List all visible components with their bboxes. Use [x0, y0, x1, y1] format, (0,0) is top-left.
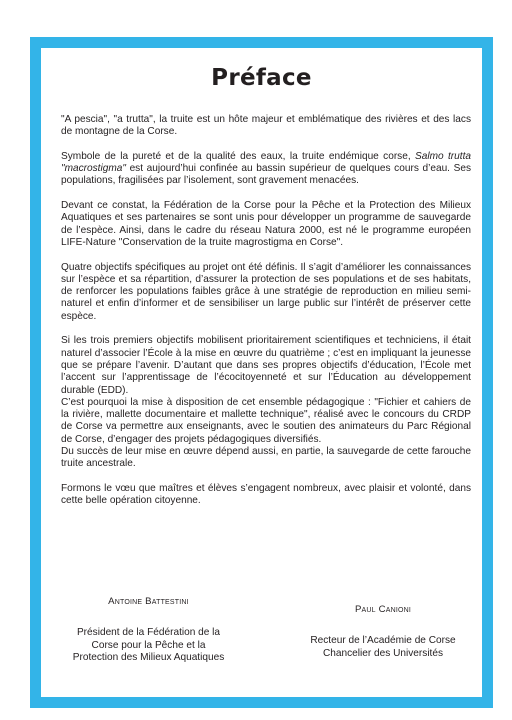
paragraph-6: C’est pourquoi la mise à disposition de cet ensemble pédagogique : "Fichier et cahiers de la rivière, mallette documentaire et mallette technique", réalisé avec le concours du CRDP de Corse va permettre aux enseignants, avec le soutien des animateurs du Parc Régional de Corse, d’engager des projets pédagogiques diversifiés. [61, 396, 471, 445]
signatory-role: Recteur de l’Académie de Corse Chancelier des Universités [310, 635, 456, 659]
signatory-role: Président de la Fédération de la Corse pour la Pêche et la Protection des Milieux Aquatiques [72, 627, 225, 663]
paragraph-7: Du succès de leur mise en œuvre dépend aussi, en partie, la sauvegarde de cette farouche truite ancestrale. [61, 446, 471, 470]
paragraph-2-end: est aujourd’hui confinée au bassin supérieur de quelques cours d’eau. Ses populations, fragilisées par l’isolement, sont gravement menacées. [61, 163, 471, 187]
paragraph-5: Si les trois premiers objectifs mobilisent prioritairement scientifiques et techniciens, il était naturel d’associer l’École à la mise en œuvre du quatrième ; c’est en impliquant la jeunesse que se prépare l’avenir. D’autant que dans ses propres objectifs d’éducation, l’École met l’accent sur l’apprentissage de l’écocitoyenneté et sur l’Éducation au développement durable (EDD). [61, 335, 471, 396]
paragraph-2-start: Symbole de la pureté et de la qualité des eaux, la truite endémique corse, [61, 150, 416, 162]
signature-left [71, 596, 226, 664]
paragraph-1: "A pescia", "a trutta", la truite est un hôte majeur et emblématique des rivières et des lacs de montagne de la Corse. [61, 114, 471, 138]
paragraph-8: Formons le vœu que maîtres et élèves s’engagent nombreux, avec plaisir et volonté, dans cette belle opération citoyenne. [61, 482, 471, 507]
species-name: Salmo trutta "macrostigma" [61, 150, 471, 175]
signature-right [289, 604, 477, 660]
signatory-name: Paul Canioni [354, 604, 412, 615]
paragraph-3: Devant ce constat, la Fédération de la Corse pour la Pêche et la Protection des Milieux Aquatiques et ses partenaires se sont unis pour développer un programme de sauvegarde de l’espèce. Ainsi, dans le cadre du réseau Natura 2000, est né le programme européen LIFE-Nature "Conservation de la truite magrostigma en Corse". [61, 200, 471, 248]
preface-body [61, 114, 471, 520]
signatory-name: Antoine Battestini [108, 596, 189, 607]
paragraph-2 [61, 151, 471, 188]
document-page [41, 48, 482, 697]
page-title: Préface [211, 65, 312, 91]
paragraph-4: Quatre objectifs spécifiques au projet ont été définis. Il s’agit d’améliorer les connaissances sur l’espèce et sa répartition, d’assurer la protection de ses populations et de ses habitats, de renforcer les populations faibles grâce à une stratégie de reproduction en milieu semi-naturel et enfin d’informer et de sensibiliser un large public sur l’intérêt de préserver cette espèce. [61, 261, 471, 322]
